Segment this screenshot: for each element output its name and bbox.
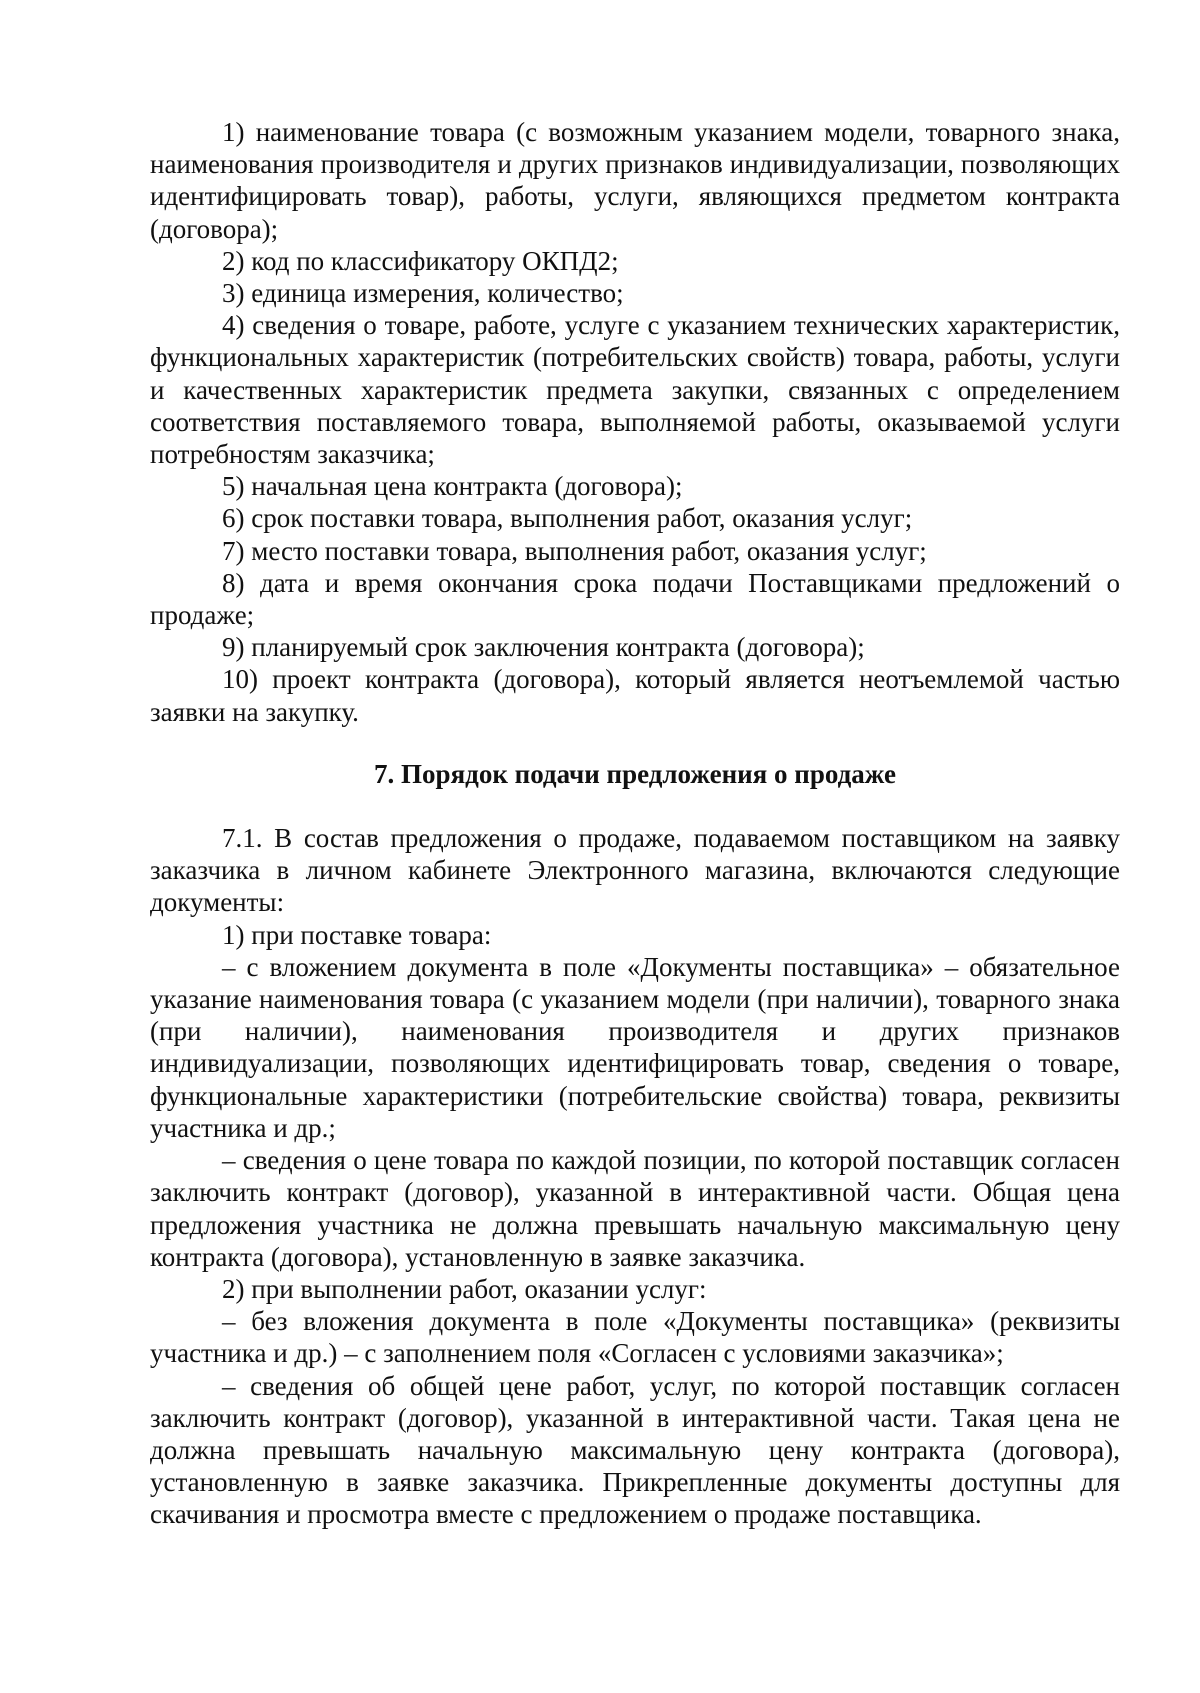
list-item: 6) срок поставки товара, выполнения работ, оказания услуг;: [222, 503, 913, 534]
paragraph: 1) при поставке товара:: [222, 919, 492, 950]
list-item: 10) проект контракта (договора), который является неотъемлемой частью заявки на закупку.: [150, 664, 1120, 727]
list-item: 9) планируемый срок заключения контракта (договора);: [222, 632, 865, 663]
list-item: 3) единица измерения, количество;: [222, 278, 624, 309]
paragraph: 7.1. В состав предложения о продаже, подаваемом поставщиком на заявку заказчика в личном кабинете Электронного магазина, включаются следующие документы:: [150, 823, 1120, 918]
paragraph: – сведения об общей цене работ, услуг, по которой поставщик согласен заключить контракт (договор), указанной в интерактивной части. Такая цена не должна превышать начальную максимальную цену контракта (договора), установленную в заявке заказчика. Прикрепленные документы доступны для скачивания и просмотра вместе с предложением о продаже поставщика.: [150, 1370, 1120, 1530]
list-item: 8) дата и время окончания срока подачи Поставщиками предложений о продаже;: [150, 567, 1120, 631]
paragraph: – сведения о цене товара по каждой позиции, по которой поставщик согласен заключить контракт (договор), указанной в интерактивной части. Общая цена предложения участника не должна превышать начальную максимальную цену контракта (договора), установленную в заявке заказчика.: [150, 1145, 1120, 1272]
section-heading: 7. Порядок подачи предложения о продаже: [374, 758, 896, 789]
list-item: 1) наименование товара (с возможным указанием модели, товарного знака, наименования производителя и других признаков индивидуализации, позволяющих идентифицировать товар), работы, услуги, являющихся предметом контракта (договора);: [150, 117, 1120, 244]
list-item: 4) сведения о товаре, работе, услуге с указанием технических характеристик, функциональных характеристик (потребительских свойств) товара, работы, услуги и качественных характеристик предмета закупки, связанных с определением соответствия поставляемого товара, выполняемой работы, оказываемой услуги потребностям заказчика;: [150, 310, 1120, 470]
paragraph: 2) при выполнении работ, оказании услуг:: [222, 1273, 707, 1304]
list-item: 5) начальная цена контракта (договора);: [222, 471, 683, 502]
paragraph: – с вложением документа в поле «Документы поставщика» – обязательное указание наименования товара (с указанием модели (при наличии), товарного знака (при наличии), наименования производителя и других признаков индивидуализации, позволяющих идентифицировать товар, сведения о товаре, функциональные характеристики (потребительские свойства) товара, реквизиты участника и др.;: [150, 951, 1120, 1143]
list-item: 7) место поставки товара, выполнения работ, оказания услуг;: [222, 535, 927, 566]
list-item: 2) код по классификатору ОКПД2;: [222, 245, 619, 276]
document-page: [150, 116, 1120, 1531]
paragraph: – без вложения документа в поле «Документы поставщика» (реквизиты участника и др.) – с заполнением поля «Согласен с условиями заказчика»;: [150, 1306, 1120, 1369]
